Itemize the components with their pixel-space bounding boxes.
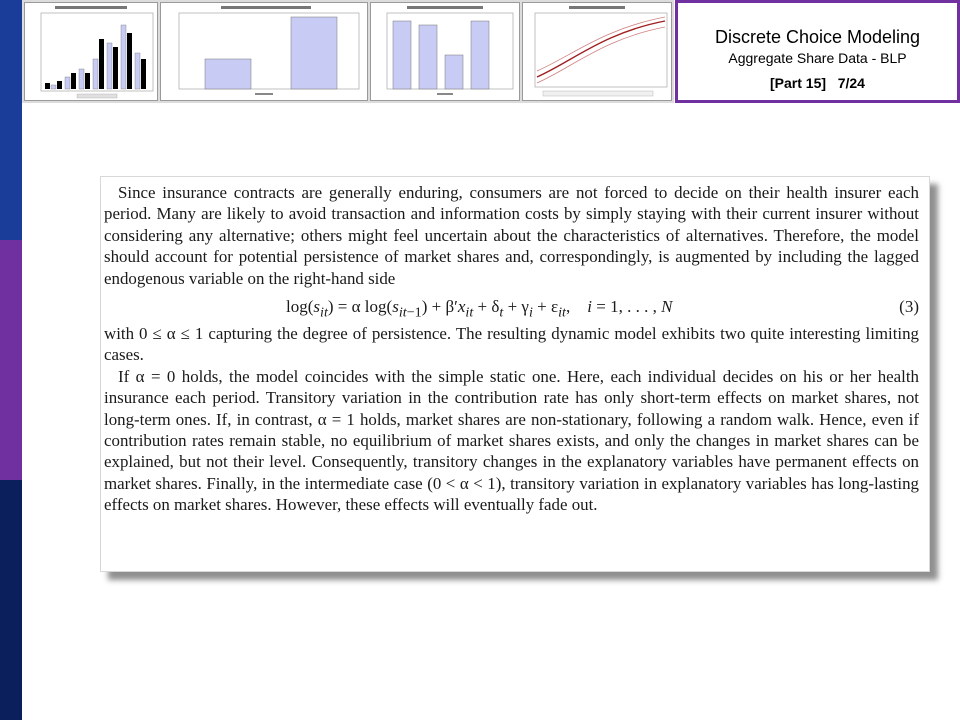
thumb-bar xyxy=(471,21,489,89)
bar-chart-thumbnail-4 xyxy=(370,2,520,101)
bar-chart-thumbnail-2 xyxy=(160,2,368,101)
sidebar-segment-top xyxy=(0,0,22,240)
thumb-title-line xyxy=(55,6,127,9)
equation-number: (3) xyxy=(899,297,919,317)
thumb-bar xyxy=(393,21,411,89)
partial-effects-thumbnail xyxy=(522,2,672,101)
thumb-axis-label xyxy=(255,93,273,95)
equation: $\log(s_{it}) = \alpha$ $\log(s_{it-1}) + \beta'x_{it} + \delta_t + \gamma_i + \varepsilon_{it}$, i = 1, . . . , N xyxy=(286,297,673,321)
page-indicator: 7/24 xyxy=(837,75,865,91)
paragraph-alpha-cases: If α = 0 holds, the model coincides with the simple static one. Here, each individual decides on his or her health insurance each period. Transitory variation in the contribution rate has only short-term effects on market shares, not long-term ones. If, in contrast, α = 1 holds, market shares are non-stationary, following a random walk. Hence, even if contribution rates remain stable, no equilibrium of market shares exists, and only the changes in market shares can be explained, but not their level. Consequently, transitory changes in the explanatory variables have permanent effects on market shares. Finally, in the intermediate case (0 < α < 1), transitory variation in explanatory variables has long-lasting effects on market shares. However, these effects will eventually fade out. xyxy=(104,366,919,515)
thumb-bar xyxy=(205,59,251,89)
paragraph-persistence: Since insurance contracts are generally enduring, consumers are not forced to decide on their health insurer each period. Many are likely to avoid transaction and information costs by simply staying with their current insurer without considering any alternative; others might feel uncertain about the characteristics of alternatives. Therefore, the model should account for potential persistence of market shares and, correspondingly, is augmented by including the lagged endogenous variable on the right-hand side xyxy=(104,183,919,288)
part-indicator xyxy=(678,75,957,91)
equation-row xyxy=(104,289,919,323)
thumb-bar xyxy=(291,17,337,89)
thumb-axis-label xyxy=(437,93,453,95)
part-label: [Part 15] xyxy=(770,75,827,91)
sidebar-segment-middle xyxy=(0,240,22,480)
thumb-title-line xyxy=(221,6,311,9)
bar-chart-icon xyxy=(161,3,367,100)
left-sidebar-strip xyxy=(0,0,22,720)
line-chart-icon xyxy=(523,3,671,100)
thumbnail-strip xyxy=(22,0,674,103)
histogram-chart-icon xyxy=(25,3,157,100)
slide-title-box xyxy=(675,0,960,103)
thumb-bar xyxy=(419,25,437,89)
paragraph-limiting-cases: with 0 ≤ α ≤ 1 capturing the degree of persistence. The resulting dynamic model exhibits two quite interesting limiting cases. xyxy=(104,324,919,365)
slide-title: Discrete Choice Modeling xyxy=(714,27,921,47)
thumb-legend xyxy=(543,91,653,96)
paper-excerpt xyxy=(100,176,930,572)
thumb-title-line xyxy=(569,6,625,9)
thumb-legend xyxy=(77,94,117,98)
thumb-bar xyxy=(445,55,463,89)
slide-subtitle: Aggregate Share Data - BLP xyxy=(728,50,907,66)
thumb-title-line xyxy=(407,6,483,9)
sidebar-segment-bottom xyxy=(0,480,22,720)
thumb-plot-frame xyxy=(535,13,667,87)
bar-chart-icon xyxy=(371,3,519,100)
histogram-thumbnail xyxy=(24,2,158,101)
